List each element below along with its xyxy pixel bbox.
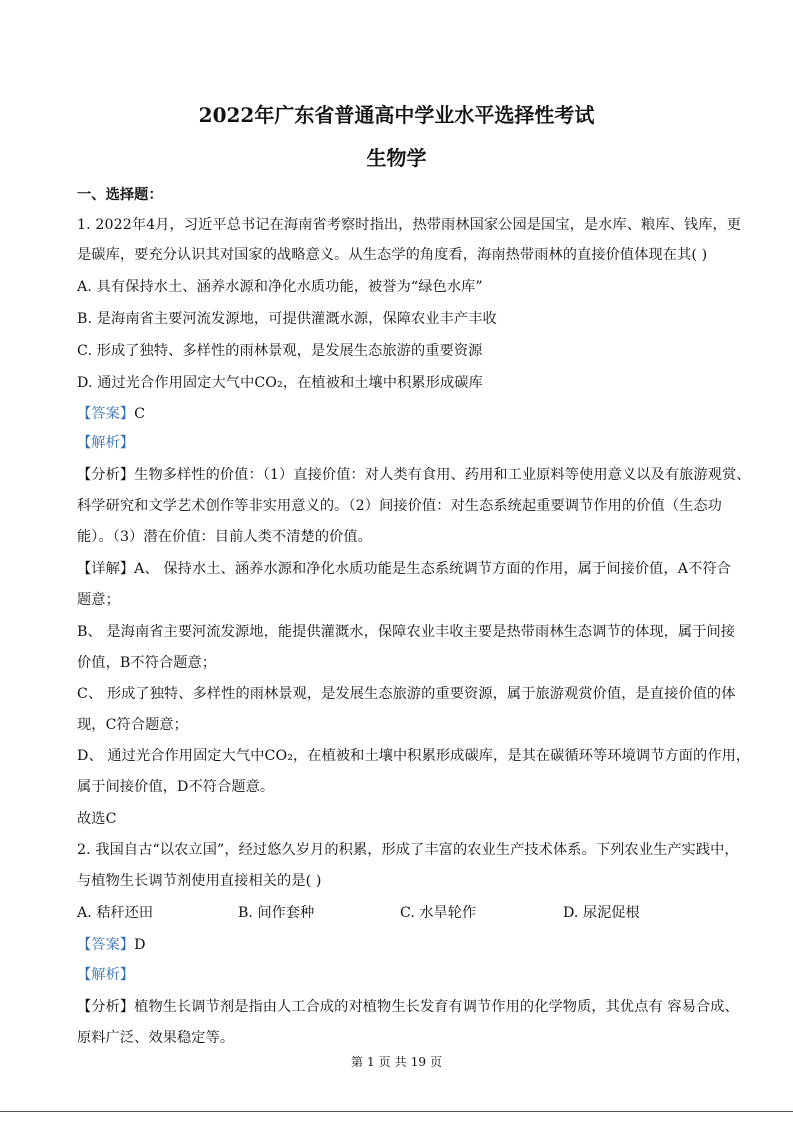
q2-stem-line-2: 与植物生长调节剂使用直接相关的是( ): [77, 873, 322, 889]
page-footer: [0, 1053, 793, 1070]
q2-fenxi-line-2: 原料广泛、效果稳定等。: [77, 1030, 235, 1046]
page-subtitle: 生物学: [366, 146, 427, 170]
footer-ye2: 页: [429, 1055, 442, 1069]
answer-tag: 【答案】: [77, 406, 135, 422]
page-title: 2022年广东省普通高中学业水平选择性考试: [198, 103, 595, 127]
q1-option-b: B. 是海南省主要河流发源地，可提供灌溉水源，保障农业丰产丰收: [77, 311, 497, 327]
q1-stem-line-2: 是碳库，要充分认识其对国家的战略意义。从生态学的角度看，海南热带雨林的直接价值体现在其( ): [77, 247, 708, 263]
q1-option-c: C. 形成了独特、多样性的雨林景观，是发展生态旅游的重要资源: [77, 343, 483, 359]
q2-stem-line-1: 2. 我国自古“以农立国”，经过悠久岁月的积累，形成了丰富的农业生产技术体系。下列农业生产实践中，: [77, 842, 739, 858]
q1-option-a: A. 具有保持水土、涵养水源和净化水质功能，被誉为“绿色水库”: [77, 279, 483, 295]
fenxi-text: 生物多样性的价值：（1）直接价值：对人类有食用、药用和工业原料等使用意义以及有旅游观赏、: [134, 467, 751, 483]
xiangjie-tag: 【详解】: [77, 561, 135, 577]
answer-value: D: [134, 937, 146, 953]
footer-page-number: 1: [367, 1055, 375, 1069]
section-heading: 一、选择题：: [77, 187, 163, 203]
q2-option-a: A. 秸秆还田: [77, 905, 154, 921]
q1-fenxi-line-2: 科学研究和文学艺术创作等非实用意义的。（2）间接价值：对生态系统起重要调节作用的价值（生态功: [77, 498, 722, 514]
footer-gong: 共: [394, 1055, 407, 1069]
q1-xiangjie-line-7: D、 通过光合作用固定大气中CO₂，在植被和土壤中积累形成碳库，是其在碳循环等环境调节方面的作用，: [77, 748, 751, 764]
q2-analysis-tag: 【解析】: [77, 967, 135, 983]
q1-analysis-tag: 【解析】: [77, 435, 135, 451]
footer-di: 第: [351, 1055, 364, 1069]
answer-tag: 【答案】: [77, 937, 135, 953]
q1-xiangjie-line-5: C、 形成了独特、多样性的雨林景观，是发展生态旅游的重要资源，属于旅游观赏价值，是直接价值的体: [77, 686, 736, 702]
bottom-divider: [0, 1111, 793, 1112]
footer-total-pages: 19: [410, 1055, 426, 1069]
q1-fenxi-line-3: 能）。（3）潜在价值：目前人类不清楚的价值。: [77, 529, 372, 545]
q1-option-d: D. 通过光合作用固定大气中CO₂，在植被和土壤中积累形成碳库: [77, 375, 483, 391]
q2-fenxi-line-1: [77, 998, 739, 1016]
q1-xiangjie-line-4: 价值，B不符合题意；: [77, 655, 217, 671]
q2-option-c: C. 水旱轮作: [400, 905, 477, 921]
q1-fenxi-line-1: [77, 466, 751, 484]
answer-value: C: [134, 406, 146, 422]
fenxi-tag: 【分析】: [77, 467, 135, 483]
fenxi-text: 植物生长调节剂是指由人工合成的对植物生长发育有调节作用的化学物质，其优点有 容易合成、: [134, 999, 739, 1015]
xiangjie-text: A、 保持水土、涵养水源和净化水质功能是生态系统调节方面的作用，属于间接价值，A不符合: [134, 561, 731, 577]
q1-xiangjie-line-8: 属于间接价值，D不符合题意。: [77, 779, 275, 795]
footer-ye: 页: [378, 1055, 391, 1069]
q1-xiangjie-line-1: [77, 560, 731, 578]
q2-option-d: D. 尿泥促根: [563, 905, 640, 921]
q1-xiangjie-line-3: B、 是海南省主要河流发源地，能提供灌溉水，保障农业丰收主要是热带雨林生态调节的体现，属于间接: [77, 624, 736, 640]
q1-conclusion: 故选C: [77, 811, 117, 827]
q1-answer: [77, 405, 717, 423]
q2-answer: [77, 936, 717, 954]
q1-xiangjie-line-6: 现，C符合题意；: [77, 717, 188, 733]
q2-option-b: B. 间作套种: [238, 905, 315, 921]
q1-xiangjie-line-2: 题意；: [77, 592, 120, 608]
q1-stem-line-1: 1. 2022年4月，习近平总书记在海南省考察时指出，热带雨林国家公园是国宝，是水库、粮库、钱库，更: [77, 217, 742, 233]
q2-options: [77, 904, 717, 922]
fenxi-tag: 【分析】: [77, 999, 135, 1015]
